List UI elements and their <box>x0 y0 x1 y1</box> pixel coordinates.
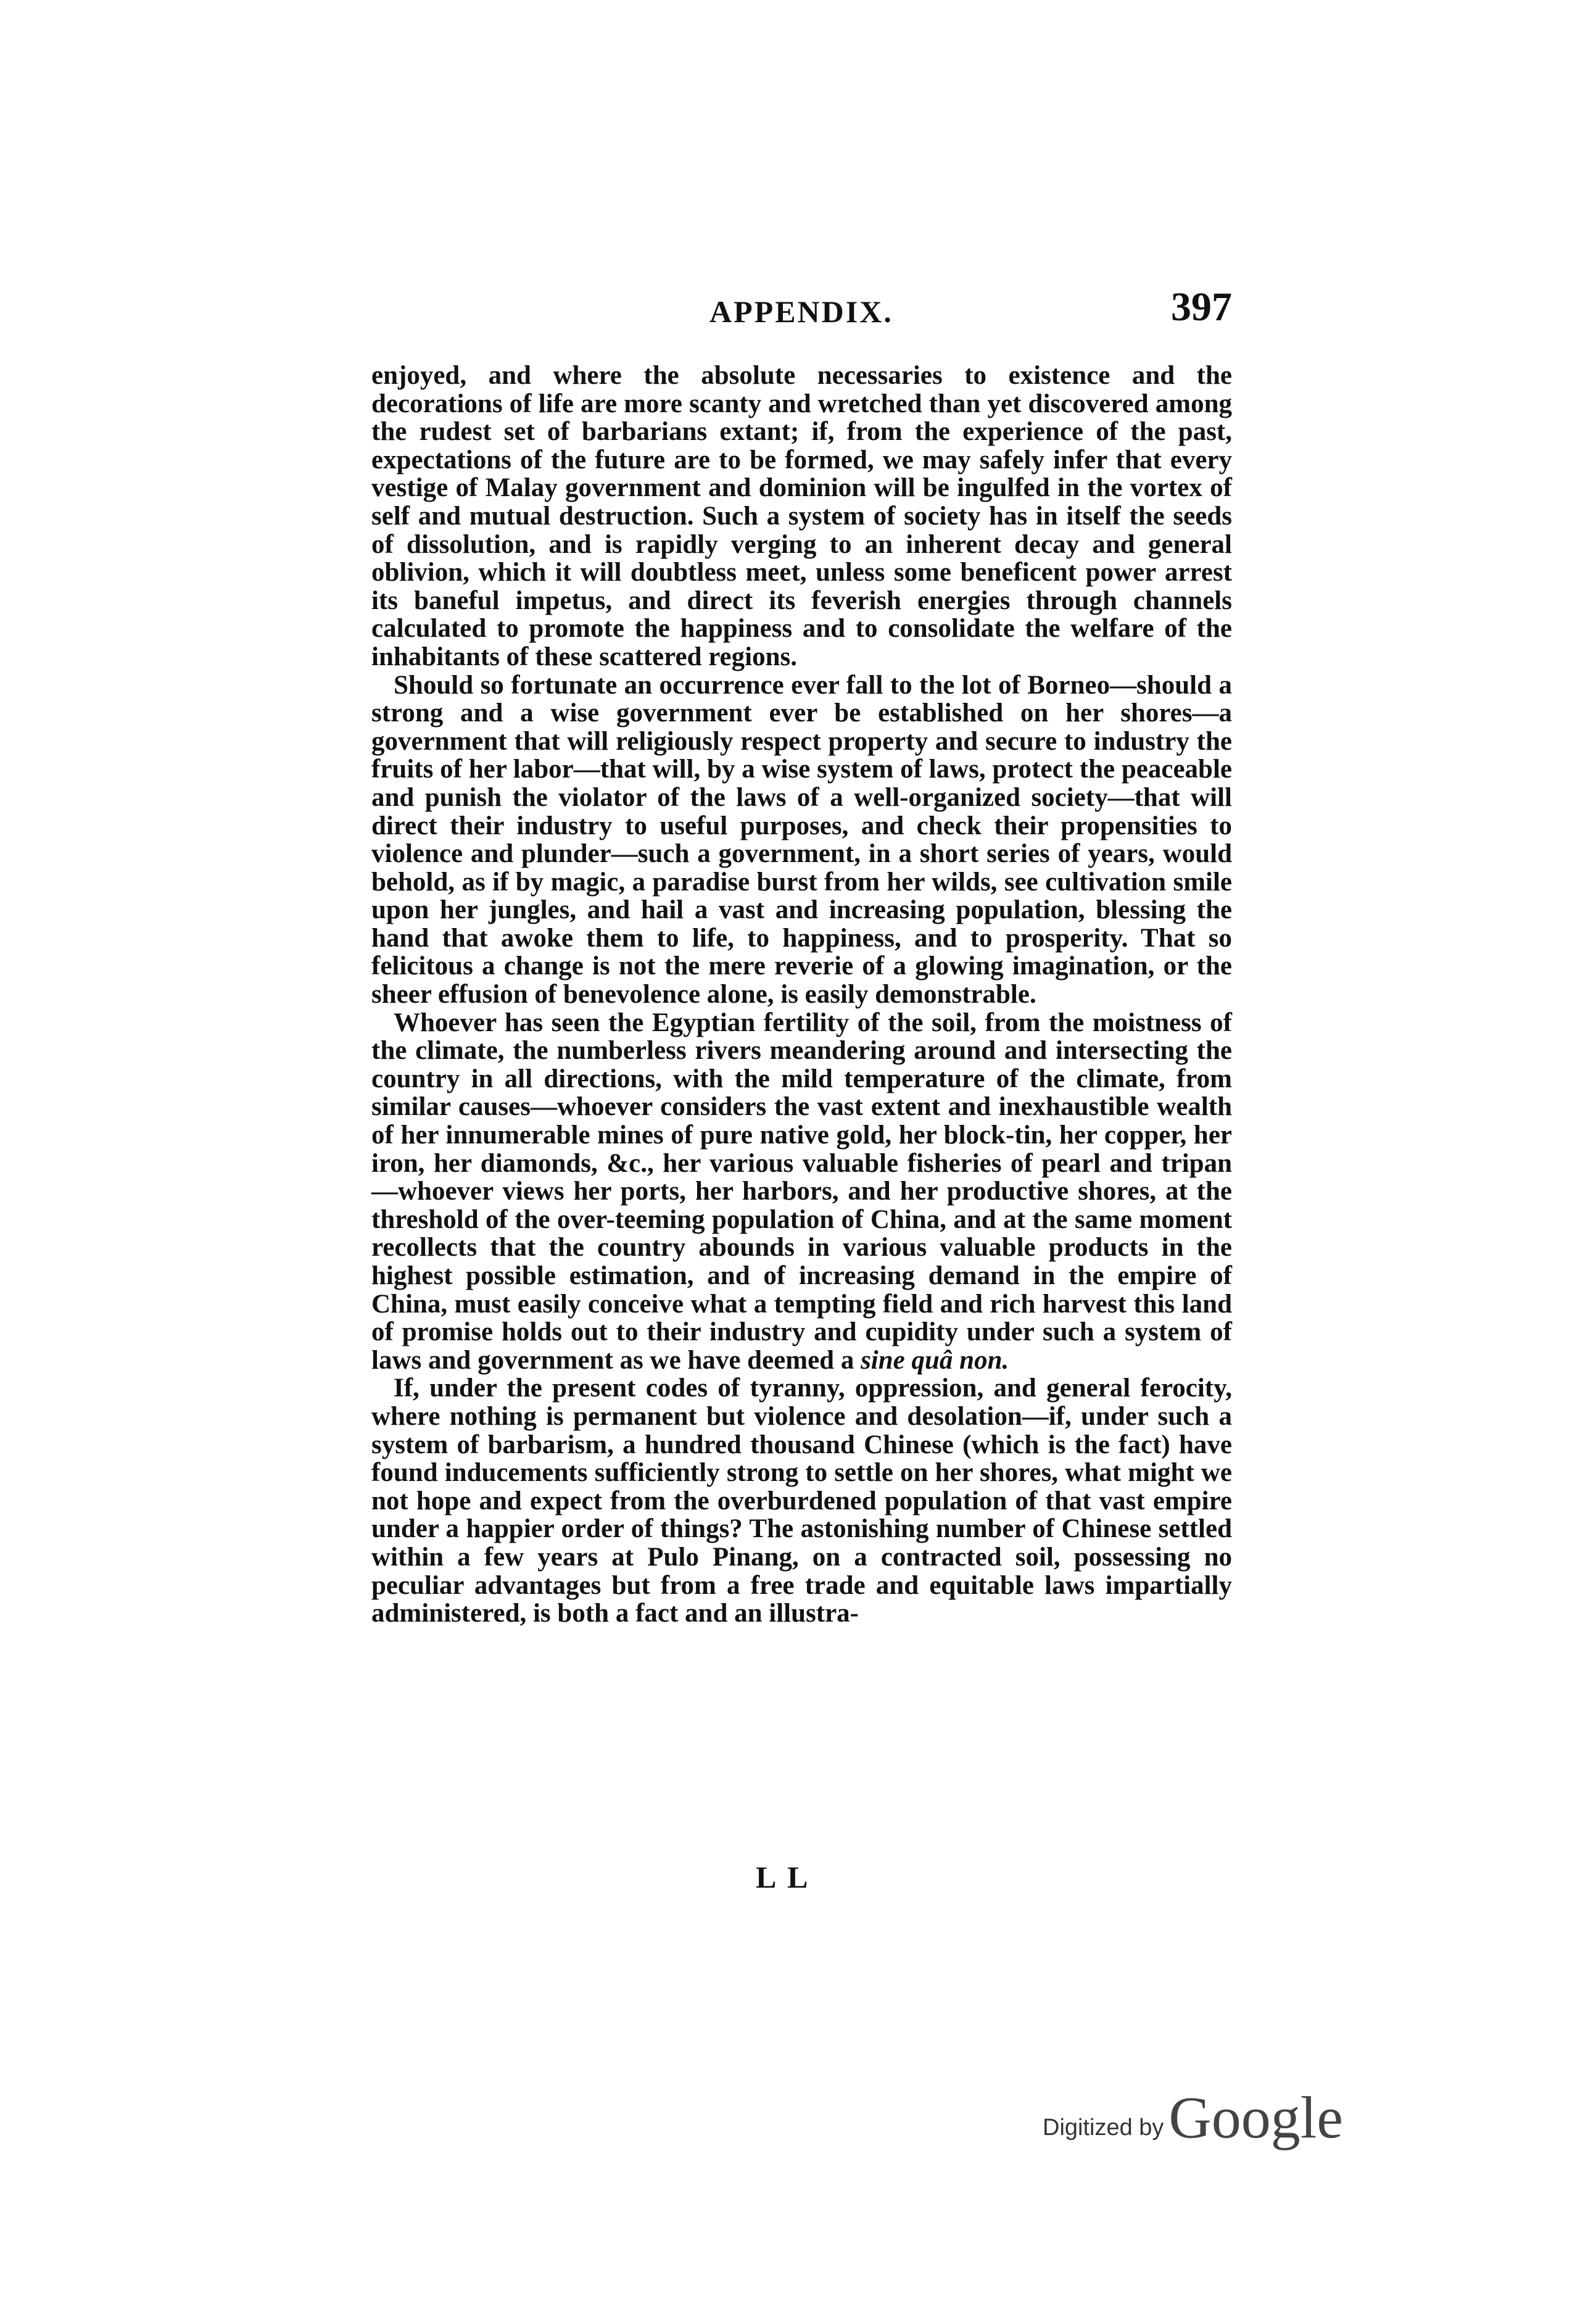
body-text <box>371 362 1232 1628</box>
running-head: APPENDIX. <box>709 294 893 329</box>
paragraph-2: Should so fortunate an occurrence ever fall to the lot of Borneo—should a strong and a wise government ever be established on her shores—a government that will religiously respect property and secure to industry the fruits of her labor—that will, by a wise system of laws, protect the peaceable and punish the violator of the laws of a well-organized society—that will direct their industry to useful purposes, and check their propensities to violence and plunder—such a government, in a short series of years, would behold, as if by magic, a paradise burst from her wilds, see cultivation smile upon her jungles, and hail a vast and increasing population, blessing the hand that awoke them to life, to happiness, and to prosperity. That so felicitous a change is not the mere reverie of a glowing imagination, or the sheer effusion of benevolence alone, is easily demonstrable. <box>371 670 1232 1010</box>
digitized-watermark <box>1043 2084 1344 2150</box>
paragraph-3-text: Whoever has seen the Egyptian fertility of the soil, from the moistness of the climate, the numberless rivers meandering around and intersecting the country in all directions, with the mild temperature of the climate, from similar causes—whoever considers the vast extent and inexhaustible wealth of her innumerable mines of pure native gold, her block-tin, her copper, her iron, her diamonds, &c., her various valuable fisheries of pearl and tripan—whoever views her ports, her harbors, and her productive shores, at the threshold of the over-teeming population of China, and at the same moment recollects that the country abounds in various valuable products in the highest possible estimation, and of increasing demand in the empire of China, must easily conceive what a tempting field and rich harvest this land of promise holds out to their industry and cupidity under such a system of laws and government as we have deemed a <box>371 1008 1232 1375</box>
page-header <box>371 284 1232 339</box>
google-logo: Google <box>1168 2084 1344 2150</box>
paragraph-4: If, under the present codes of tyranny, oppression, and general ferocity, where nothing is permanent but violence and desolation—if, under such a system of barbarism, a hundred thousand Chinese (which is the fact) have found inducements sufficiently strong to settle on her shores, what might we not hope and expect from the overburdened population of that vast empire under a happier order of things? The astonishing number of Chinese settled within a few years at Pulo Pinang, on a contracted soil, possessing no peculiar advantages but from a free trade and equitable laws impartially administered, is both a fact and an illustra- <box>371 1374 1232 1628</box>
digitized-label: Digitized by <box>1043 2115 1164 2141</box>
paragraph-3-italic: sine quâ non. <box>861 1345 1009 1375</box>
paragraph-1: enjoyed, and where the absolute necessaries to existence and the decorations of life are more scanty and wretched than yet discovered among the rudest set of barbarians extant; if, from the experience of the past, expectations of the future are to be formed, we may safely infer that every vestige of Malay government and dominion will be ingulfed in the vortex of self and mutual destruction. Such a system of society has in itself the seeds of dissolution, and is rapidly verging to an inherent decay and general oblivion, which it will doubtless meet, unless some beneficent power arrest its baneful impetus, and direct its feverish energies through channels calculated to promote the happiness and to consolidate the welfare of the inhabitants of these scattered regions. <box>371 361 1232 671</box>
signature-mark: L L <box>756 1860 811 1894</box>
paragraph-3 <box>371 1009 1232 1375</box>
page-number: 397 <box>1171 284 1232 330</box>
